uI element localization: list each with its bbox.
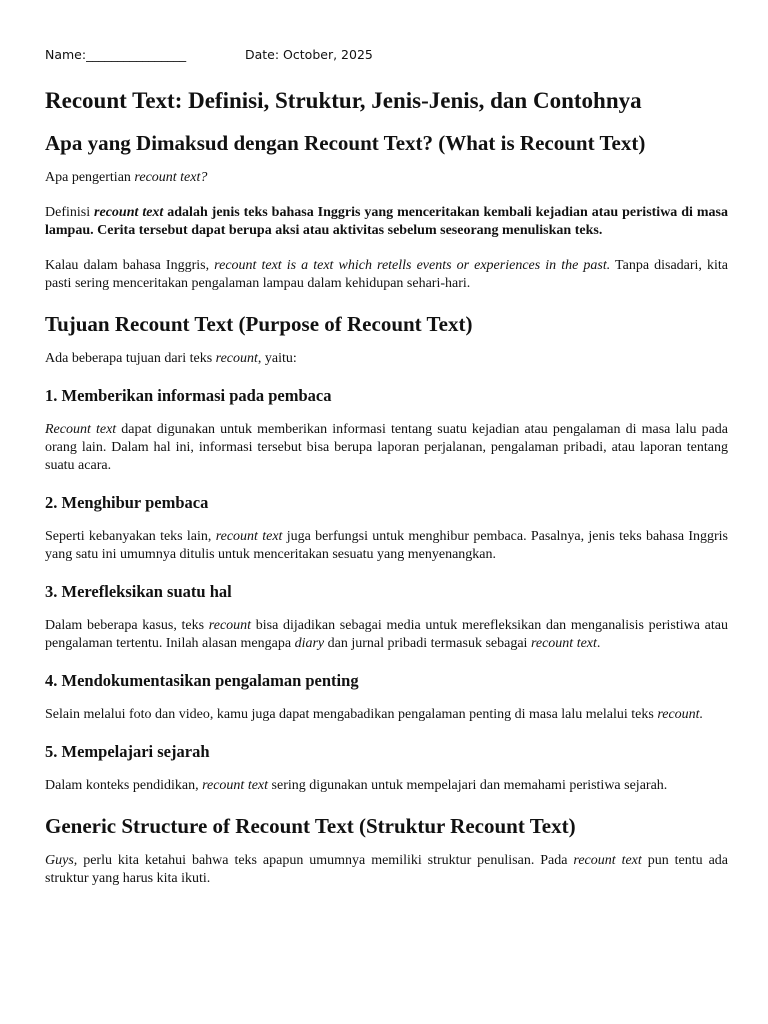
paragraph — [45, 852, 728, 888]
paragraph — [45, 421, 728, 475]
document-title: Recount Text: Definisi, Struktur, Jenis-Jenis, dan Contohnya — [45, 88, 642, 113]
date-label: Date: October, 2025 — [245, 47, 373, 62]
text-run: pun tentu ada struktur yang harus kita ikuti. — [45, 853, 729, 886]
section-heading-definition: Apa yang Dimaksud dengan Recount Text? (What is Recount Text) — [45, 131, 646, 155]
text-run: dapat digunakan untuk memberikan informasi tentang suatu kejadian atau pengalaman di masa lalu pada orang lain. Dalam hal ini, informasi tersebut bisa berupa laporan perjalanan, pengalaman pribadi, atau laporan tentang suatu acara. — [45, 422, 728, 473]
text-run: Kalau dalam bahasa Inggris, — [45, 258, 215, 273]
text-run: , yaitu: — [257, 351, 297, 366]
text-run: Ada beberapa tujuan dari teks — [45, 351, 216, 366]
italic-run: diary — [294, 636, 325, 651]
italic-run: recount text — [530, 636, 597, 651]
italic-run: Recount text — [45, 422, 117, 437]
subheading-purpose-5: 5. Mempelajari sejarah — [45, 742, 210, 761]
paragraph — [45, 169, 728, 187]
name-field: Name:________________ — [45, 47, 187, 62]
subheading-purpose-1: 1. Memberikan informasi pada pembaca — [45, 386, 332, 405]
text-run: perlu kita ketahui bahwa teks apapun umumnya memiliki struktur penulisan. Pada — [77, 853, 574, 868]
subheading-purpose-2: 2. Menghibur pembaca — [45, 493, 209, 512]
text-run: juga berfungsi untuk menghibur pembaca. Pasalnya, jenis teks bahasa Inggris yang satu ini umumnya ditulis untuk menceritakan sesuatu yang menyenangkan. — [45, 529, 729, 562]
italic-run: recount — [208, 618, 252, 633]
text-run: Apa pengertian — [45, 170, 135, 185]
italic-run: recount. — [657, 707, 704, 722]
text-run: Seperti kebanyakan teks lain, — [45, 529, 216, 544]
italic-run: recount text? — [134, 170, 208, 185]
text-run: Dalam konteks pendidikan, — [45, 778, 203, 793]
italic-run: recount text — [215, 529, 283, 544]
text-run: bisa dijadikan sebagai media untuk merefleksikan dan menganalisis peristiwa atau pengalaman tertentu. Inilah alasan mengapa — [45, 618, 729, 651]
italic-run: recount text — [573, 853, 642, 868]
italic-run: recount text — [202, 778, 269, 793]
paragraph — [45, 257, 728, 293]
paragraph — [45, 350, 728, 368]
subheading-purpose-3: 3. Merefleksikan suatu hal — [45, 582, 232, 601]
text-run: Tanpa disadari, kita pasti sering menceritakan pengalaman lampau dalam kehidupan sehari-hari. — [45, 258, 728, 291]
text-run: Definisi — [45, 205, 95, 220]
worksheet-header — [45, 47, 373, 62]
paragraph — [45, 706, 728, 724]
paragraph — [45, 777, 728, 795]
text-run: Dalam beberapa kasus, teks — [45, 618, 209, 633]
paragraph — [45, 204, 728, 240]
document-body — [45, 86, 728, 905]
text-run: sering digunakan untuk mempelajari dan memahami peristiwa sejarah. — [268, 778, 668, 793]
italic-run: recount text is a text which retells events or experiences in the past. — [214, 258, 611, 273]
italic-run: recount — [215, 351, 258, 366]
bold-run: adalah jenis teks bahasa Inggris yang menceritakan kembali kejadian atau peristiwa di masa lampau. Cerita tersebut dapat berupa aksi atau aktivitas sebelum seseorang menuliskan teks. — [45, 205, 728, 238]
italic-run: Guys, — [45, 853, 78, 868]
bold-italic-run: recount text — [94, 205, 164, 220]
text-run: Selain melalui foto dan video, kamu juga dapat mengabadikan pengalaman penting di masa lalu melalui teks — [45, 707, 658, 722]
paragraph — [45, 617, 728, 653]
text-run: dan jurnal pribadi termasuk sebagai — [324, 636, 531, 651]
subheading-purpose-4: 4. Mendokumentasikan pengalaman penting — [45, 671, 359, 690]
paragraph — [45, 528, 728, 564]
section-heading-structure: Generic Structure of Recount Text (Struktur Recount Text) — [45, 814, 576, 838]
text-run: . — [596, 636, 601, 651]
section-heading-purpose: Tujuan Recount Text (Purpose of Recount Text) — [45, 312, 473, 336]
